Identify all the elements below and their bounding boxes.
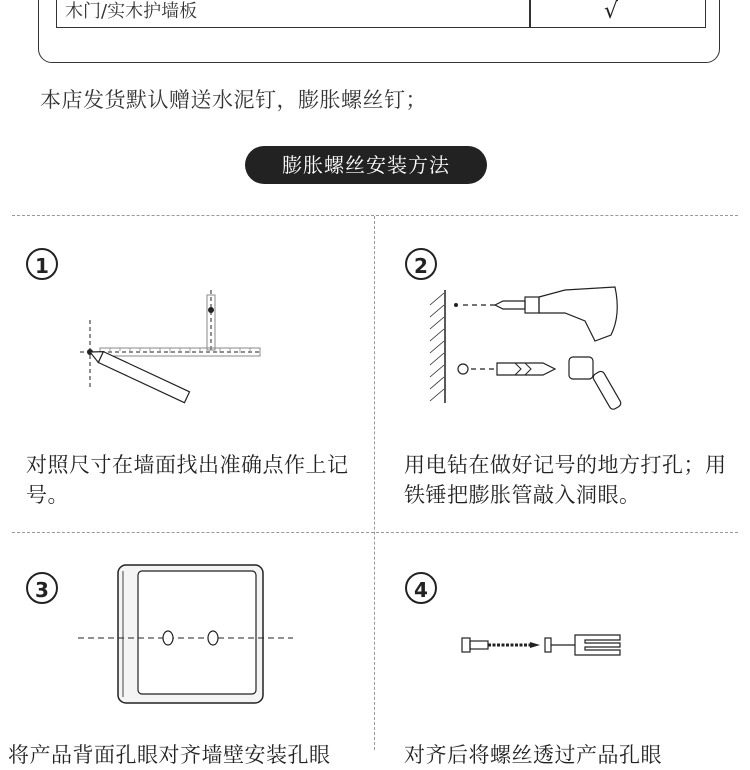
ruler-pencil-icon <box>70 290 270 400</box>
drill-hammer-icon <box>425 285 635 415</box>
step-2-caption: 用电钻在做好记号的地方打孔；用铁锤把膨胀管敲入洞眼。 <box>404 453 727 507</box>
step-4-number: 4 <box>405 572 437 604</box>
grid-divider-vertical <box>374 216 375 750</box>
step-3-number: 3 <box>26 572 58 604</box>
step-1-number: 1 <box>26 248 58 280</box>
grid-divider-top <box>12 215 738 216</box>
screw-screwdriver-icon <box>460 630 630 660</box>
check-mark-icon: √ <box>604 0 619 24</box>
step-1-caption: 对照尺寸在墙面找出准确点作上记号。 <box>26 453 349 507</box>
step-3-caption: 将产品背面孔眼对齐墙壁安装孔眼 <box>8 743 331 767</box>
product-back-icon <box>78 563 298 708</box>
shipping-note: 本店发货默认赠送水泥钉，膨胀螺丝钉； <box>40 88 427 112</box>
spec-row-divider <box>529 0 531 27</box>
step-4-caption: 对齐后将螺丝透过产品孔眼 <box>404 743 662 767</box>
step-2-number: 2 <box>405 248 437 280</box>
spec-table-row <box>56 0 706 28</box>
grid-divider-middle <box>12 532 738 533</box>
spec-row-label: 木门/实木护墙板 <box>65 1 198 22</box>
section-title: 膨胀螺丝安装方法 <box>245 146 487 184</box>
